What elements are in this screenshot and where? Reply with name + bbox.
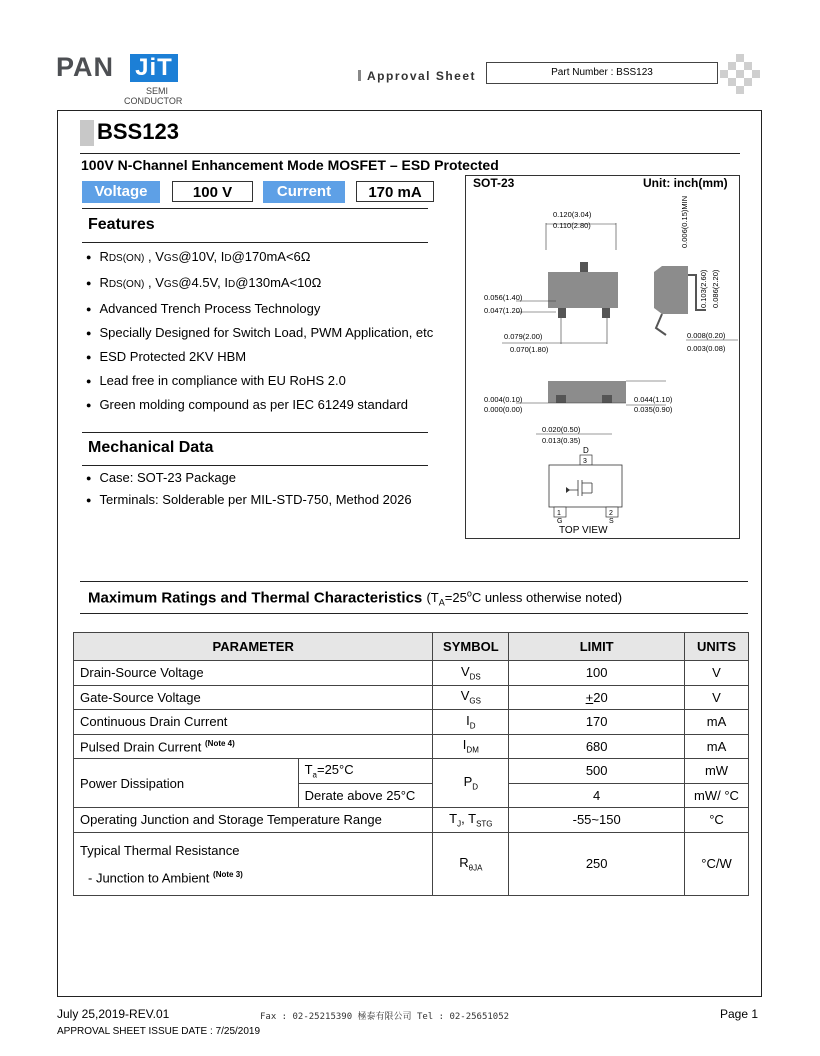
dim-pitch-max: 0.079(2.00)	[504, 332, 543, 341]
logo-jit-text: JiT	[130, 54, 178, 82]
dim-vertical-3: 0.086(2.20)	[711, 269, 720, 308]
dim-standoff-min: 0.000(0.00)	[484, 405, 523, 414]
package-name: SOT-23	[473, 176, 515, 190]
voltage-value: 100 V	[172, 181, 253, 202]
feature-item: ● RDS(ON) , VGS@10V, ID@170mA<6Ω	[86, 245, 433, 271]
checker-decoration-icon	[720, 54, 760, 94]
feature-item: ● Specially Designed for Switch Load, PWM Application, etc	[86, 321, 433, 345]
voltage-label: Voltage	[82, 181, 160, 203]
header-symbol: SYMBOL	[433, 633, 509, 661]
features-heading: Features	[88, 216, 155, 233]
top-view-label: TOP VIEW	[559, 525, 608, 536]
mechanical-item: ● Terminals: Solderable per MIL-STD-750, Method 2026	[86, 489, 412, 511]
pin-g-label: G	[557, 518, 563, 525]
ratings-title: Maximum Ratings and Thermal Characteristics ($T_A=25^oC$ unless otherwise noted)	[88, 589, 623, 608]
dim-height-min: 0.047(1.20)	[484, 306, 523, 315]
dim-thickness-min: 0.003(0.08)	[687, 344, 726, 353]
logo-semi-text: SEMI	[146, 86, 169, 96]
header-limit: LIMIT	[509, 633, 685, 661]
table-row: Gate-Source Voltage $V_{GS}$ +20 V	[74, 685, 749, 710]
part-number-box: Part Number : BSS123	[486, 62, 718, 84]
ratings-bottom-rule	[80, 613, 748, 614]
dim-lead-max: 0.020(0.50)	[542, 425, 581, 434]
feature-item: ● ESD Protected 2KV HBM	[86, 345, 433, 369]
table-row: Power Dissipation $T_a=25^\circ C$ $P_D$ 500 mW	[74, 759, 749, 784]
table-row: Continuous Drain Current $I_D$ 170 mA	[74, 710, 749, 735]
subtitle: 100V N-Channel Enhancement Mode MOSFET – ESD Protected	[81, 157, 499, 173]
dim-lead-min: 0.013(0.35)	[542, 436, 581, 445]
dim-height-total-max: 0.044(1.10)	[634, 395, 673, 404]
mechanical-top-rule	[82, 432, 428, 433]
dim-vertical-2: 0.103(2.60)	[699, 269, 708, 308]
package-body	[548, 272, 618, 308]
page-title: BSS123	[97, 119, 179, 144]
title-divider	[80, 153, 740, 154]
header-parameter: PARAMETER	[74, 633, 433, 661]
package-unit: Unit: inch(mm)	[643, 176, 728, 190]
header-units: UNITS	[685, 633, 749, 661]
feature-item: ● Lead free in compliance with EU RoHS 2.0	[86, 369, 433, 393]
right-lead	[602, 308, 610, 318]
features-list	[86, 245, 433, 417]
logo-pan-text: PAN	[56, 52, 115, 82]
feature-item: ● Green molding compound as per IEC 61249 standard	[86, 393, 433, 417]
table-row: Operating Junction and Storage Temperature Range $T_J$, $T_{STG}$ -55~150 °C	[74, 808, 749, 833]
dim-width-max: 0.120(3.04)	[553, 210, 592, 219]
current-value: 170 mA	[356, 181, 434, 202]
table-row: Drain-Source Voltage $V_{DS}$ 100 V	[74, 661, 749, 686]
dim-width-min: 0.110(2.80)	[553, 221, 591, 230]
mechanical-item: ● Case: SOT-23 Package	[86, 467, 412, 489]
pin-d-label: D	[583, 446, 589, 455]
features-bottom-rule	[82, 242, 428, 243]
dim-thickness-max: 0.008(0.20)	[687, 331, 726, 340]
table-row: Pulsed Drain Current $^{(Note 4)}$ $I_{DM}$ 680 mA	[74, 734, 749, 759]
table-row: Typical Thermal Resistance - Junction to Ambient $^{(Note 3)}$ $R_{\theta JA}$ 250 °C/W	[74, 832, 749, 895]
top-lead	[580, 262, 588, 272]
current-label: Current	[263, 181, 345, 203]
pin-3-label: 3	[583, 458, 587, 465]
ratings-top-rule	[80, 581, 748, 582]
left-lead	[558, 308, 566, 318]
features-top-rule	[82, 208, 428, 209]
feature-item: ● RDS(ON) , VGS@4.5V, ID@130mA<10Ω	[86, 271, 433, 297]
footer-page-number: Page 1	[720, 1007, 759, 1021]
pin-s-label: S	[609, 518, 614, 525]
package-dimension-drawing	[466, 190, 738, 538]
title-marker	[80, 120, 94, 146]
dim-vertical-1: 0.006(0.15)MIN	[680, 195, 689, 248]
mechanical-bottom-rule	[82, 465, 428, 466]
dim-height-max: 0.056(1.40)	[484, 293, 523, 302]
side-body	[654, 266, 688, 314]
footer-issue-date: APPROVAL SHEET ISSUE DATE : 7/25/2019	[57, 1026, 261, 1037]
approval-sheet-label: Approval Sheet	[358, 69, 476, 83]
ratings-table	[73, 632, 749, 896]
mechanical-heading: Mechanical Data	[88, 439, 214, 456]
feature-item: ● Advanced Trench Process Technology	[86, 297, 433, 321]
mechanical-list	[86, 467, 412, 511]
pin-2-label: 2	[609, 510, 613, 517]
dim-pitch-min: 0.070(1.80)	[510, 345, 549, 354]
table-header-row	[74, 633, 749, 661]
footer-contact: Fax : 02-25215390 極泰有限公司 Tel : 02-25651052	[260, 1012, 510, 1022]
logo-conductor-text: CONDUCTOR	[124, 96, 183, 106]
pinout-body	[549, 465, 622, 507]
dim-height-total-min: 0.035(0.90)	[634, 405, 673, 414]
table-row: Derate above 25°C 4 mW/ °C	[74, 783, 749, 808]
dim-standoff-max: 0.004(0.10)	[484, 395, 523, 404]
pin-1-label: 1	[557, 510, 561, 517]
footer-revision: July 25,2019-REV.01	[57, 1007, 170, 1021]
